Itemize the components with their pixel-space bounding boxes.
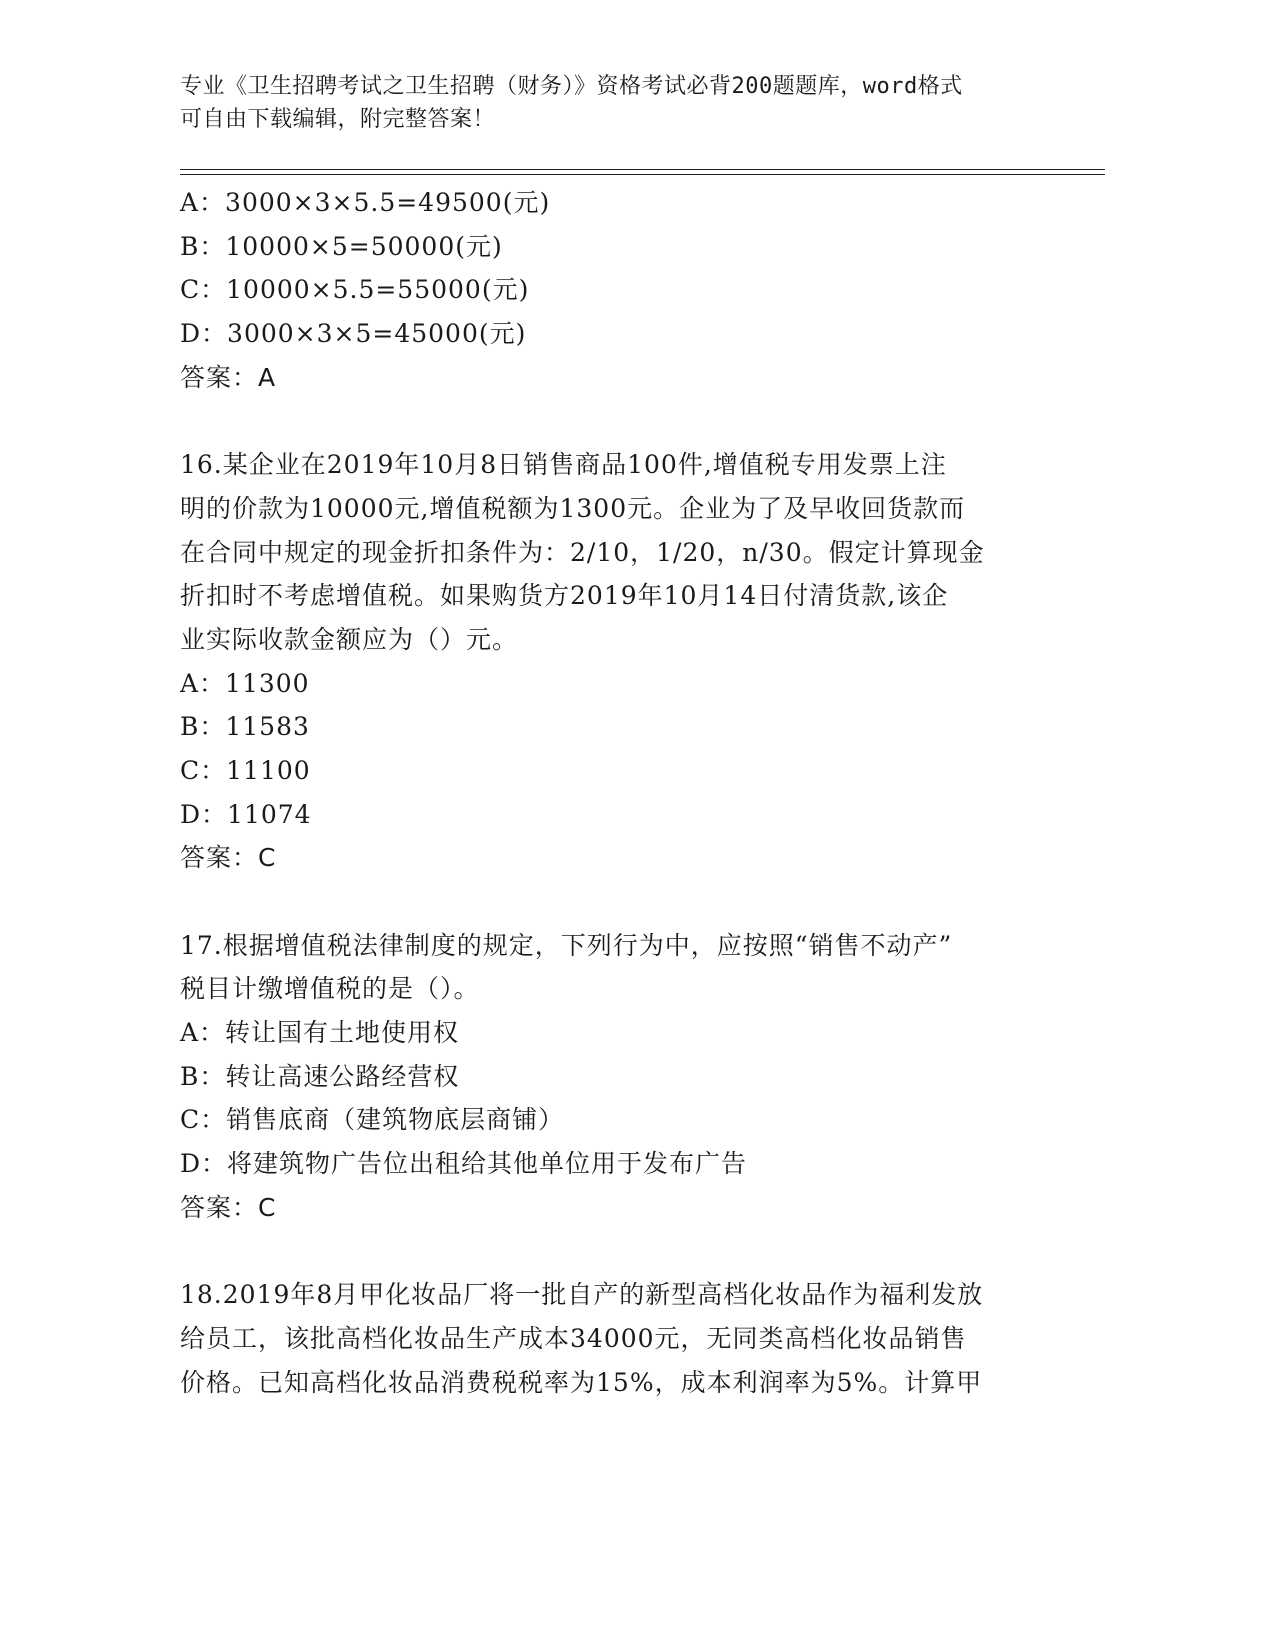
option-a: A：11300 [180,668,310,698]
option-b: B：11583 [180,712,310,742]
question-stem-line: 业实际收款金额应为（）元。 [180,624,519,654]
option-a: A：3000×3×5.5=49500(元) [180,188,551,217]
header-title-line-2: 可自由下载编辑，附完整答案！ [180,107,496,132]
question-stem-line: 18.2019年8月甲化妆品厂将一批自产的新型高档化妆品作为福利发放 [180,1280,984,1310]
page-header [180,70,1060,136]
question-stem-line: 在合同中规定的现金折扣条件为：2/10，1/20，n/30。假定计算现金 [180,537,985,567]
answer-line: 答案：A [180,362,277,392]
question-stem-line: 17.根据增值税法律制度的规定，下列行为中，应按照“销售不动产” [180,930,953,960]
answer-line: 答案：C [180,843,277,873]
question-17 [180,924,1060,1230]
spacer [180,880,1060,924]
option-c: C：销售底商（建筑物底层商铺） [180,1105,565,1135]
question-stem-line: 16.某企业在2019年10月8日销售商品100件,增值税专用发票上注 [180,450,947,480]
question-18 [180,1273,1060,1404]
question-stem-line: 折扣时不考虑增值税。如果购货方2019年10月14日付清货款,该企 [180,581,949,611]
header-divider-bottom [180,174,1105,175]
question-16 [180,443,1060,880]
header-title-line-1: 专业《卫生招聘考试之卫生招聘（财务）》资格考试必背200题题库，word格式 [180,74,963,99]
answer-line: 答案：C [180,1192,277,1222]
option-c: C：10000×5.5=55000(元) [180,275,530,305]
question-stem-line: 明的价款为10000元,增值税额为1300元。企业为了及早收回货款而 [180,493,966,523]
option-a: A：转让国有土地使用权 [180,1018,460,1048]
question-stem-line: 税目计缴增值税的是（）。 [180,974,480,1004]
spacer [180,1230,1060,1274]
question-content [180,181,1060,1404]
option-c: C：11100 [180,755,311,785]
option-d: D：将建筑物广告位出租给其他单位用于发布广告 [180,1149,748,1179]
question-15 [180,181,1060,399]
option-d: D：11074 [180,799,312,829]
question-stem-line: 给员工，该批高档化妆品生产成本34000元，无同类高档化妆品销售 [180,1323,967,1353]
option-b: B：10000×5=50000(元) [180,231,503,261]
header-divider-top [180,169,1105,170]
question-stem-line: 价格。已知高档化妆品消费税税率为15%，成本利润率为5%。计算甲 [180,1367,983,1397]
spacer [180,399,1060,443]
option-b: B：转让高速公路经营权 [180,1061,460,1091]
option-d: D：3000×3×5=45000(元) [180,319,527,349]
